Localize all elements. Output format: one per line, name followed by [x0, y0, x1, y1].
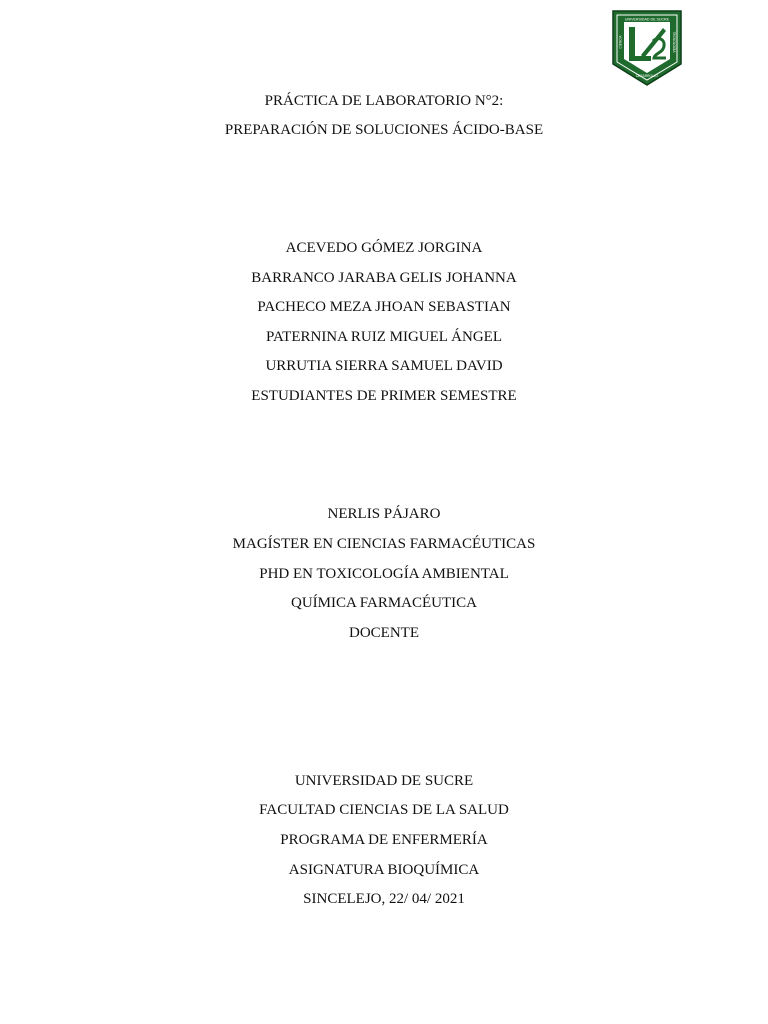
student-name-5: URRUTIA SIERRA SAMUEL DAVID — [265, 358, 503, 374]
university-name: UNIVERSIDAD DE SUCRE — [294, 773, 474, 789]
students-role: ESTUDIANTES DE PRIMER SEMESTRE — [251, 388, 517, 404]
university-logo — [610, 8, 684, 88]
teacher-name: NERLIS PÁJARO — [327, 506, 441, 522]
title-line-1: PRÁCTICA DE LABORATORIO N°2: — [264, 93, 504, 109]
teacher-role: DOCENTE — [349, 625, 419, 641]
course-name: ASIGNATURA BIOQUÍMICA — [288, 862, 480, 878]
student-name-1: ACEVEDO GÓMEZ JORGINA — [285, 240, 483, 256]
program-name: PROGRAMA DE ENFERMERÍA — [280, 832, 488, 848]
faculty-name: FACULTAD CIENCIAS DE LA SALUD — [259, 802, 509, 818]
student-name-3: PACHECO MEZA JHOAN SEBASTIAN — [257, 299, 511, 315]
place-and-date: SINCELEJO, 22/ 04/ 2021 — [303, 891, 465, 907]
logo-text-top: UNIVERSIDAD DE SUCRE — [624, 17, 670, 22]
logo-text-right: TECNOLOGÍA — [672, 31, 676, 53]
teacher-degree-1: MAGÍSTER EN CIENCIAS FARMACÉUTICAS — [232, 536, 536, 552]
teacher-degree-2: PHD EN TOXICOLOGÍA AMBIENTAL — [259, 566, 509, 582]
student-name-2: BARRANCO JARABA GELIS JOHANNA — [251, 270, 517, 286]
teacher-degree-3: QUÍMICA FARMACÉUTICA — [291, 595, 477, 611]
title-line-2: PREPARACIÓN DE SOLUCIONES ÁCIDO-BASE — [224, 122, 544, 138]
logo-text-bottom: DESARROLLO — [636, 74, 658, 78]
student-name-4: PATERNINA RUIZ MIGUEL ÁNGEL — [266, 329, 502, 345]
logo-text-left: CIENCIA — [618, 35, 623, 49]
